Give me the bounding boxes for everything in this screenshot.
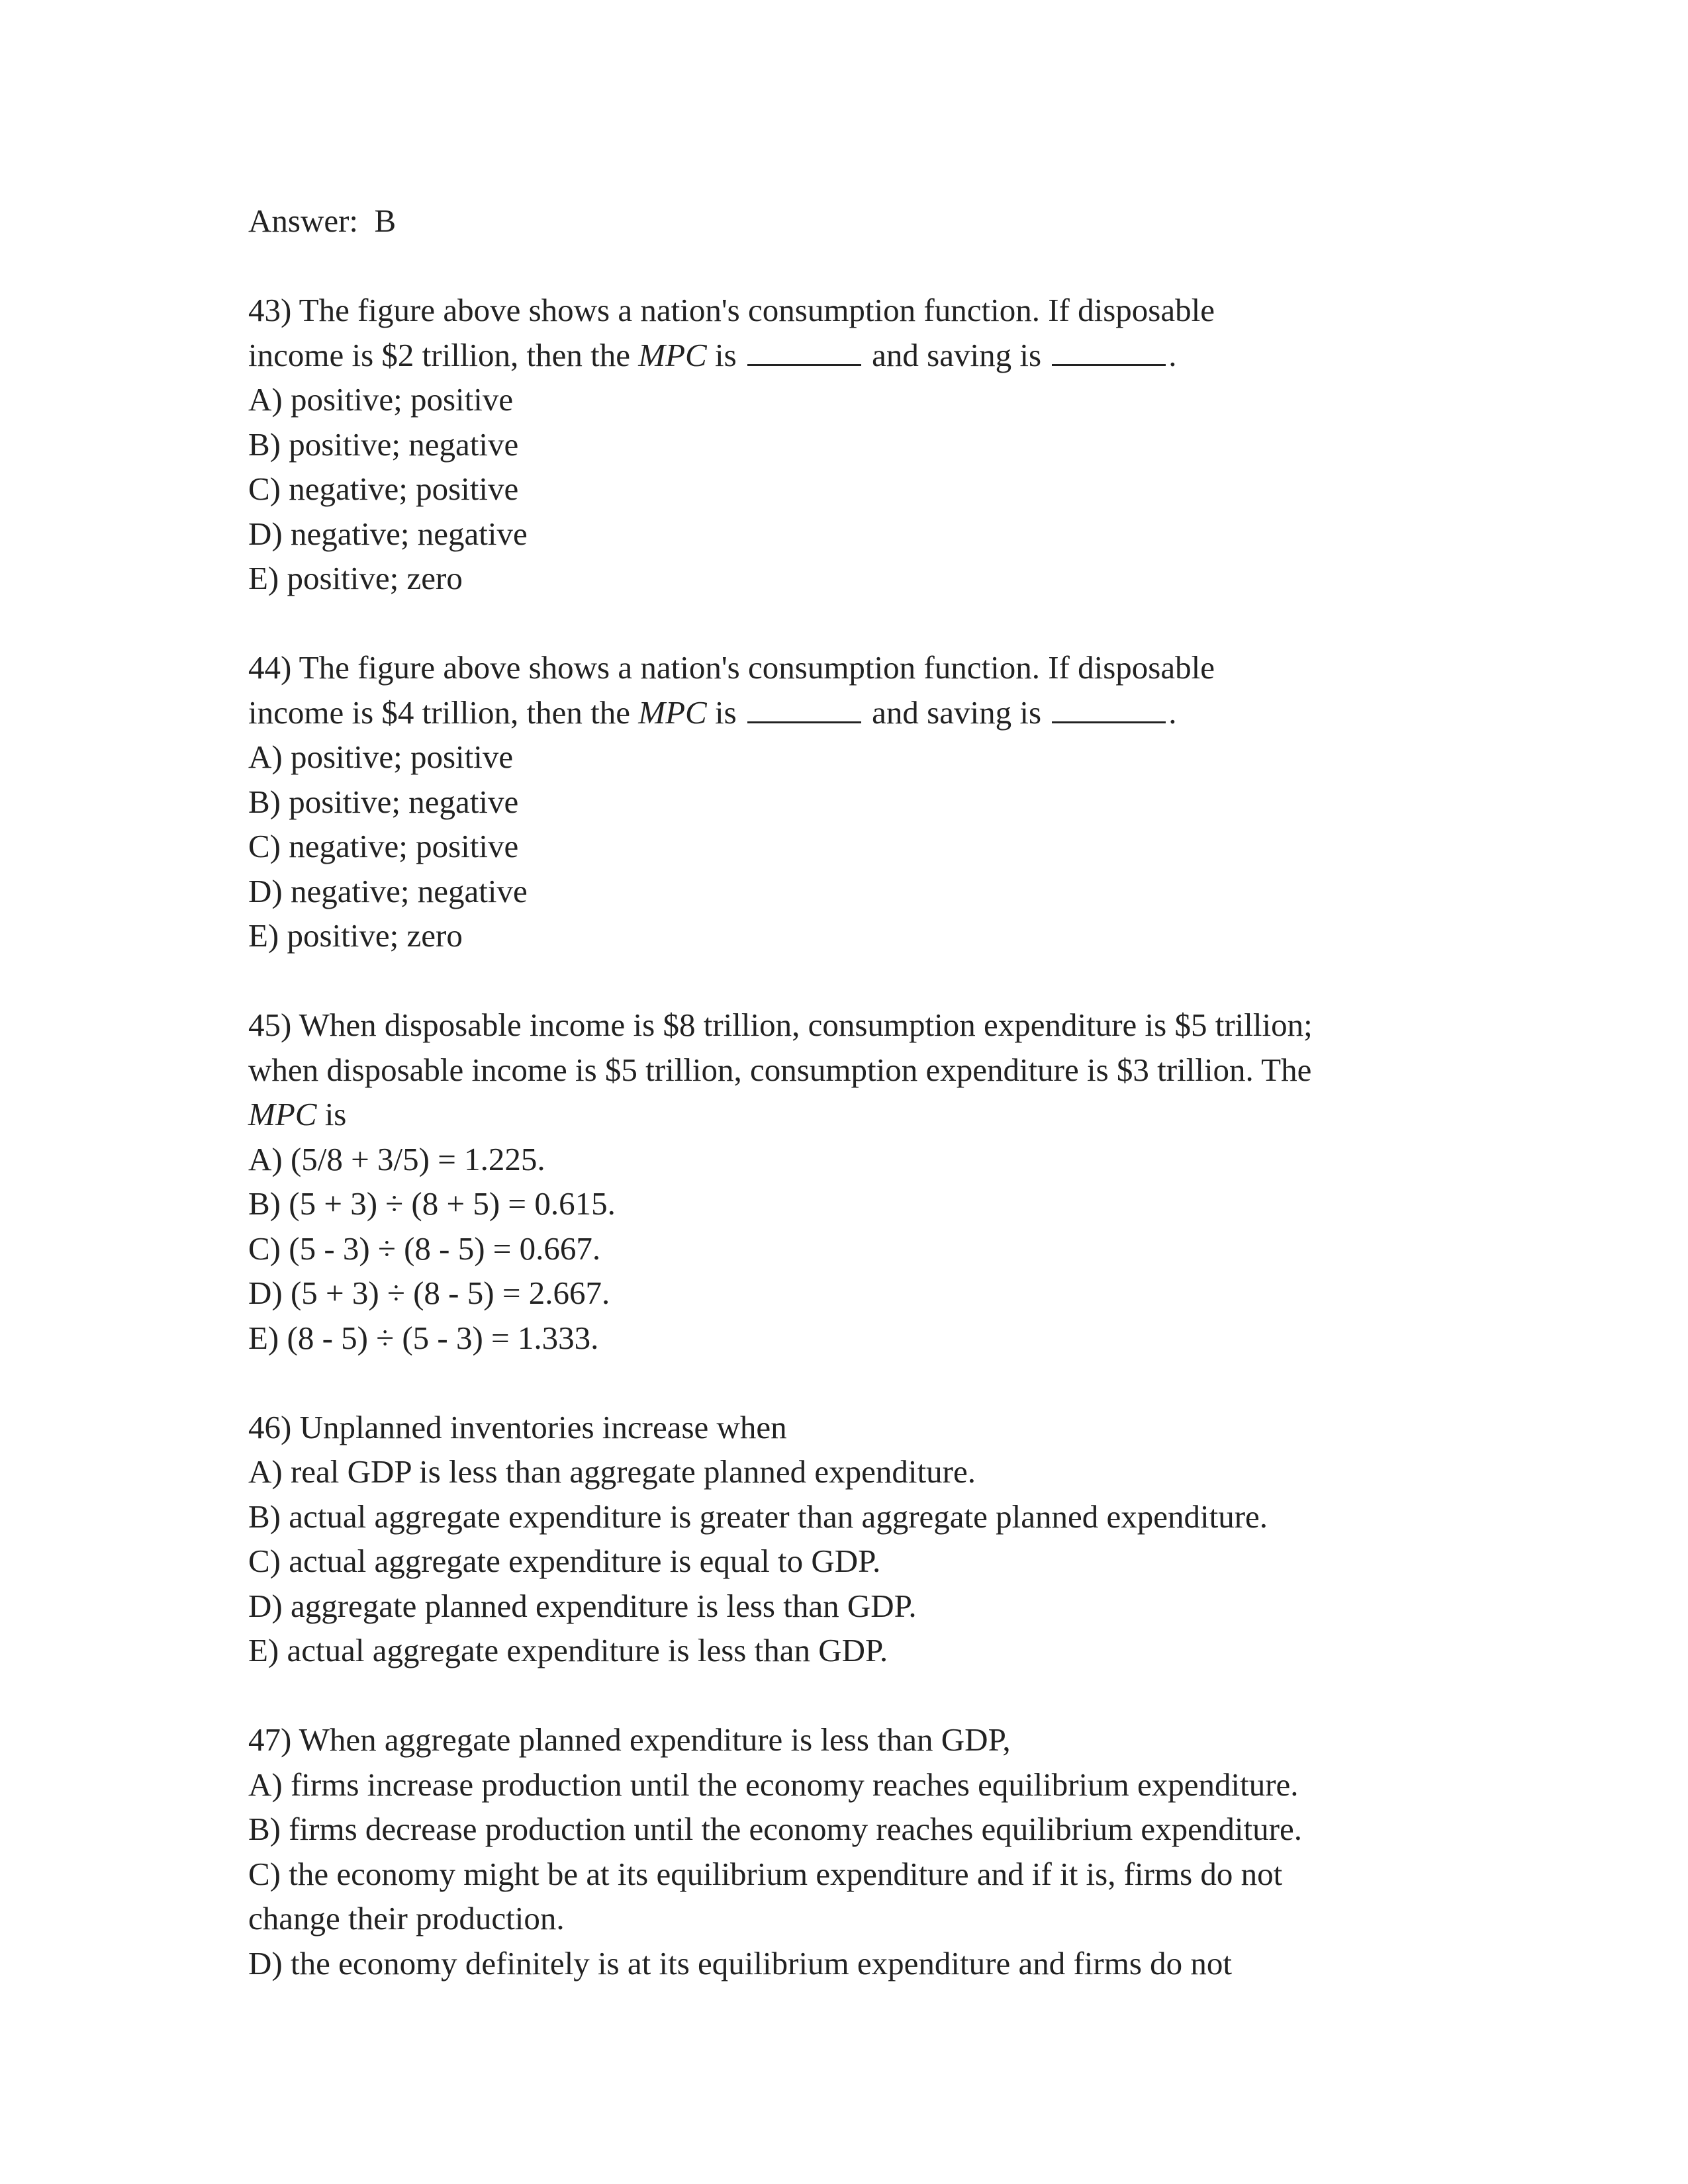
stem-text: . [1168,694,1177,731]
answer-line: Answer: B [248,203,397,239]
option-c: C) negative; positive [248,828,519,864]
stem-text: is [706,336,745,373]
stem-text: income is $2 trillion, then the [248,336,639,373]
option-c: C) negative; positive [248,471,519,507]
spacer [248,1673,1519,1718]
question-stem-line-2 [248,690,1519,735]
question-46 [248,1405,1519,1673]
spacer [248,601,1519,646]
question-stem-line-3 [248,1092,1519,1137]
mpc-term: MPC [638,694,707,731]
option-e: E) actual aggregate expenditure is less than GDP. [248,1632,888,1668]
question-stem-line-2 [248,333,1519,378]
mpc-term: MPC [638,336,707,373]
spacer [248,958,1519,1003]
question-47 [248,1717,1519,1985]
question-stem-line-2: when disposable income is $5 trillion, consumption expenditure is $3 trillion. The [248,1051,1312,1088]
option-b: B) actual aggregate expenditure is greater than aggregate planned expenditure. [248,1498,1268,1535]
option-c: C) (5 - 3) ÷ (8 - 5) = 0.667. [248,1230,601,1267]
option-e: E) positive; zero [248,917,463,954]
answer-blank [747,334,861,366]
stem-text: is [706,694,745,731]
option-c: C) actual aggregate expenditure is equal to GDP. [248,1543,881,1579]
question-45 [248,1003,1519,1360]
option-a: A) positive; positive [248,739,514,775]
option-d: D) the economy definitely is at its equilibrium expenditure and firms do not [248,1944,1233,1981]
answer-blank [1052,334,1166,366]
option-a: A) firms increase production until the economy reaches equilibrium expenditure. [248,1766,1299,1803]
option-c-continued: change their production. [248,1900,565,1936]
option-e: E) (8 - 5) ÷ (5 - 3) = 1.333. [248,1319,599,1356]
document-page [248,199,1519,1985]
question-stem: 44) The figure above shows a nation's consumption function. If disposable [248,649,1215,686]
option-d: D) aggregate planned expenditure is less than GDP. [248,1587,917,1624]
question-stem: 47) When aggregate planned expenditure is less than GDP, [248,1721,1011,1758]
stem-text: . [1168,336,1177,373]
spacer [248,244,1519,289]
option-b: B) positive; negative [248,426,519,463]
option-a: A) real GDP is less than aggregate planned expenditure. [248,1453,976,1490]
option-a: A) (5/8 + 3/5) = 1.225. [248,1140,545,1177]
question-stem: 43) The figure above shows a nation's consumption function. If disposable [248,292,1215,328]
option-a: A) positive; positive [248,381,514,418]
option-b: B) firms decrease production until the economy reaches equilibrium expenditure. [248,1811,1302,1847]
question-stem: 46) Unplanned inventories increase when [248,1408,787,1445]
option-b: B) positive; negative [248,783,519,820]
stem-text: and saving is [863,694,1050,731]
option-e: E) positive; zero [248,560,463,596]
option-d: D) (5 + 3) ÷ (8 - 5) = 2.667. [248,1275,610,1311]
question-44 [248,645,1519,958]
stem-text: and saving is [863,336,1050,373]
spacer [248,1360,1519,1405]
option-d: D) negative; negative [248,515,528,552]
mpc-term: MPC [248,1096,317,1132]
question-stem: 45) When disposable income is $8 trillion, consumption expenditure is $5 trillion; [248,1007,1313,1043]
stem-text: income is $4 trillion, then the [248,694,639,731]
answer-blank [1052,691,1166,723]
stem-text: is [316,1096,347,1132]
answer-blank [747,691,861,723]
option-b: B) (5 + 3) ÷ (8 + 5) = 0.615. [248,1185,616,1222]
option-d: D) negative; negative [248,872,528,909]
question-43 [248,288,1519,601]
option-c: C) the economy might be at its equilibrium expenditure and if it is, firms do not [248,1855,1283,1892]
